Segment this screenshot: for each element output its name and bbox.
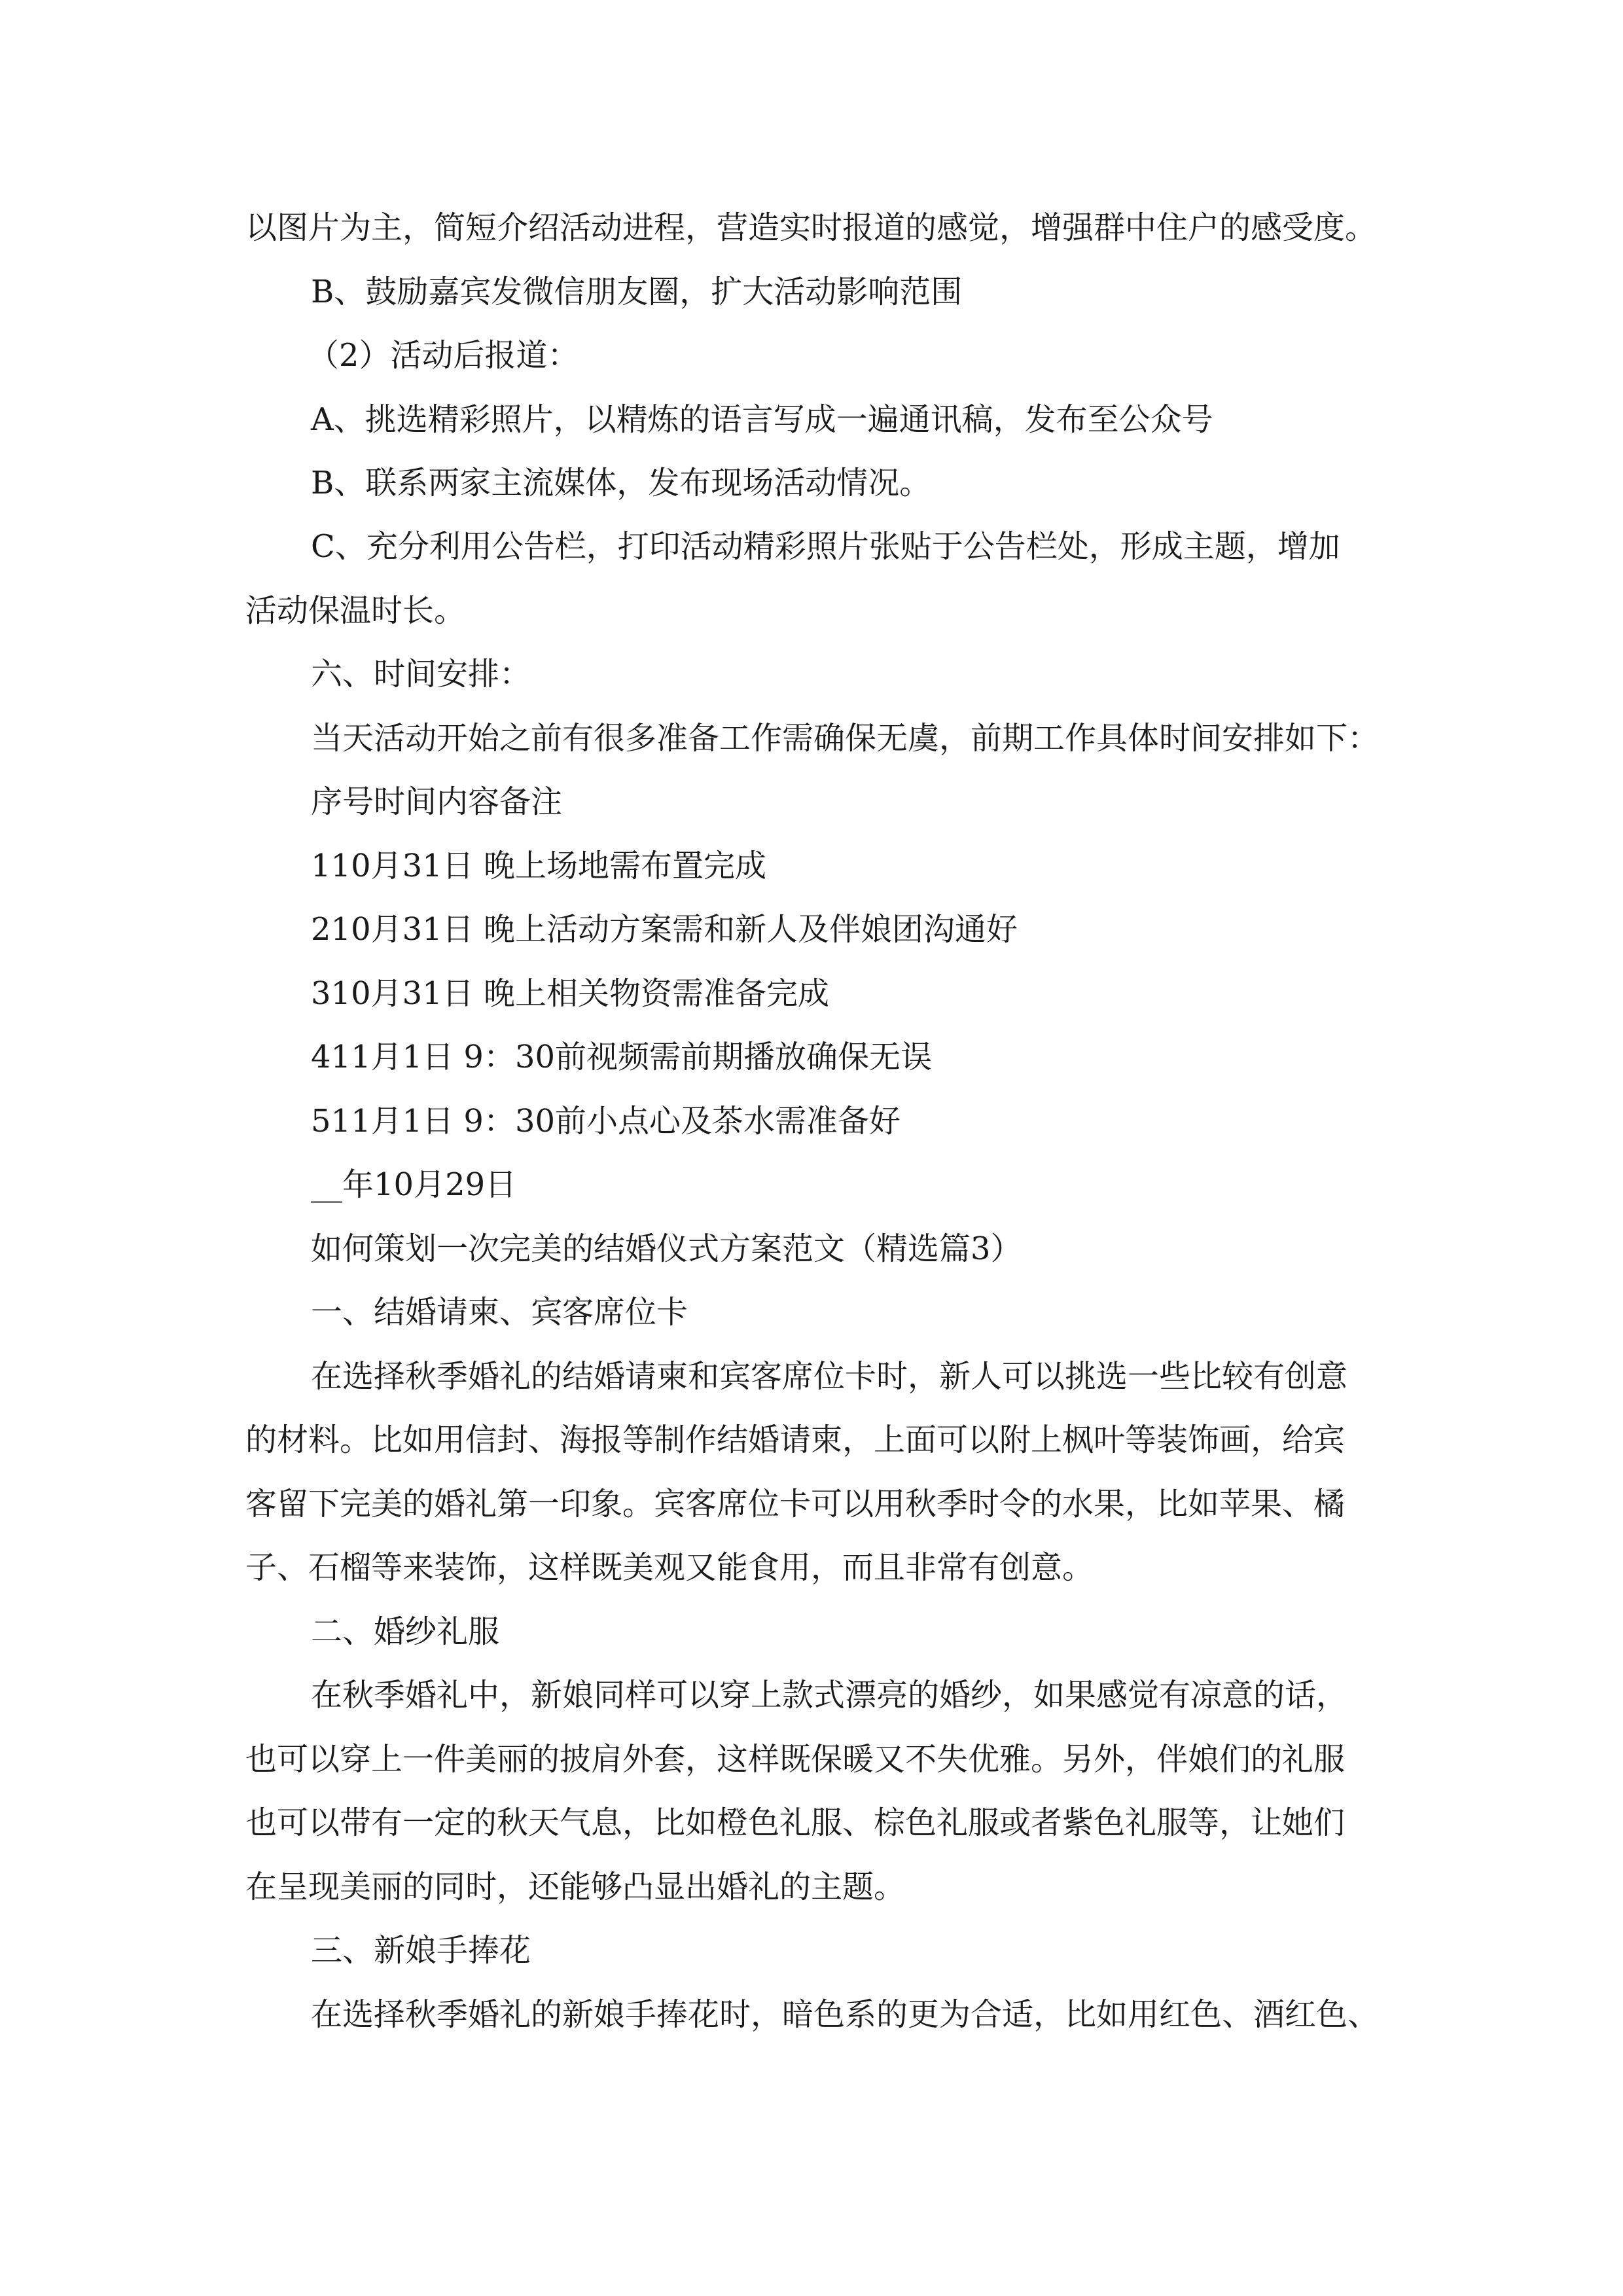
paragraph-line-21: 客留下完美的婚礼第一印象。宾客席位卡可以用秋季时令的水果，比如苹果、橘 <box>245 1486 1346 1522</box>
paragraph-line-22: 子、石榴等来装饰，这样既美观又能食用，而且非常有创意。 <box>245 1549 1094 1586</box>
paragraph-line-27: 在呈现美丽的同时，还能够凸显出婚礼的主题。 <box>245 1869 906 1905</box>
paragraph-line-20: 的材料。比如用信封、海报等制作结婚请柬，上面可以附上枫叶等装饰画，给宾 <box>245 1422 1346 1458</box>
subheading-after-report: （2）活动后报道： <box>308 337 579 374</box>
paragraph-line-9: 当天活动开始之前有很多准备工作需确保无虞，前期工作具体时间安排如下： <box>311 720 1380 757</box>
schedule-row-3: 310月31日 晚上相关物资需准备完成 <box>311 975 829 1012</box>
paragraph-line-26: 也可以带有一定的秋天气息，比如橙色礼服、棕色礼服或者紫色礼服等，让她们 <box>245 1804 1346 1841</box>
section-heading-dress: 二、婚纱礼服 <box>311 1613 500 1650</box>
section-heading-bouquet: 三、新娘手捧花 <box>311 1932 531 1969</box>
schedule-row-1: 110月31日 晚上场地需布置完成 <box>311 848 766 884</box>
schedule-row-5: 511月1日 9：30前小点心及茶水需准备好 <box>311 1103 901 1139</box>
schedule-row-2: 210月31日 晚上活动方案需和新人及伴娘团沟通好 <box>311 911 1018 948</box>
article-title: 如何策划一次完美的结婚仪式方案范文（精选篇3） <box>311 1230 1022 1267</box>
paragraph-line-19: 在选择秋季婚礼的结婚请柬和宾客席位卡时，新人可以挑选一些比较有创意 <box>311 1358 1348 1395</box>
paragraph-line-1: 以图片为主，简短介绍活动进程，营造实时报道的感觉，增强群中住户的感受度。 <box>245 209 1377 246</box>
paragraph-line-5: B、联系两家主流媒体，发布现场活动情况。 <box>311 465 931 501</box>
paragraph-line-24: 在秋季婚礼中，新娘同样可以穿上款式漂亮的婚纱，如果感觉有凉意的话， <box>311 1677 1348 1713</box>
date-line: __年10月29日 <box>311 1166 517 1203</box>
paragraph-line-4: A、挑选精彩照片，以精炼的语言写成一遍通讯稿，发布至公众号 <box>311 401 1213 438</box>
section-heading-invitations: 一、结婚请柬、宾客席位卡 <box>311 1294 688 1331</box>
schedule-header: 序号时间内容备注 <box>311 783 563 820</box>
paragraph-line-2: B、鼓励嘉宾发微信朋友圈，扩大活动影响范围 <box>311 274 963 310</box>
schedule-row-4: 411月1日 9：30前视频需前期播放确保无误 <box>311 1039 933 1075</box>
paragraph-line-25: 也可以穿上一件美丽的披肩外套，这样既保暖又不失优雅。另外，伴娘们的礼服 <box>245 1741 1346 1778</box>
paragraph-line-7: 活动保温时长。 <box>245 592 466 629</box>
paragraph-line-29: 在选择秋季婚礼的新娘手捧花时，暗色系的更为合适，比如用红色、酒红色、 <box>311 1996 1380 2033</box>
paragraph-line-6: C、充分利用公告栏，打印活动精彩照片张贴于公告栏处，形成主题，增加 <box>311 528 1340 565</box>
section-heading-schedule: 六、时间安排： <box>311 656 531 692</box>
